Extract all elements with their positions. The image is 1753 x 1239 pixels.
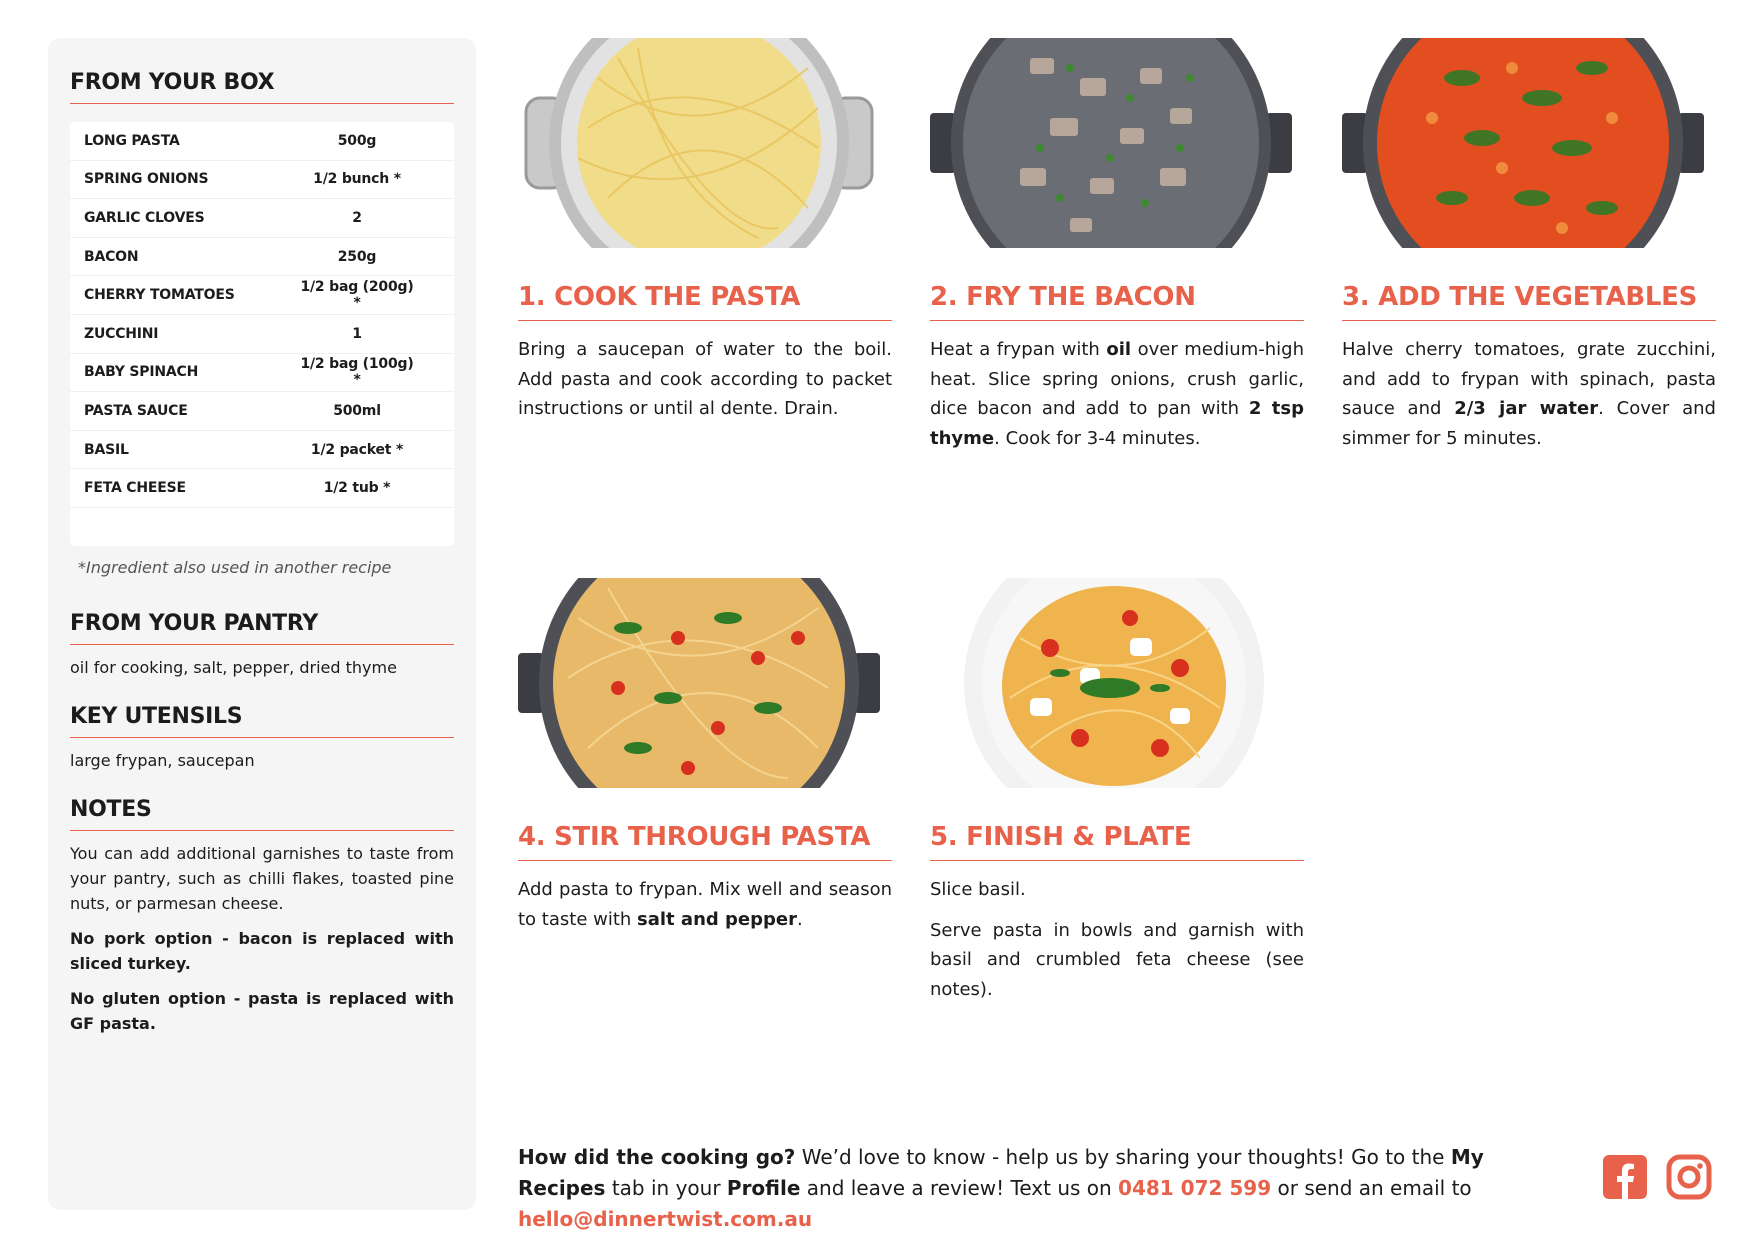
ingredient-name: CHERRY TOMATOES — [84, 287, 235, 304]
step-text-segment: . — [797, 908, 803, 930]
facebook-icon[interactable] — [1602, 1154, 1648, 1200]
ingredient-name: GARLIC CLOVES — [84, 209, 205, 226]
feedback-question: How did the cooking go? — [518, 1145, 796, 1169]
step-text-segment: . Cook for 3-4 minutes. — [994, 427, 1201, 449]
feedback-text-3: and leave a review! Text us on — [800, 1176, 1119, 1200]
ingredient-row — [70, 161, 454, 200]
step-text-segment: Slice basil. — [930, 879, 1026, 900]
feedback-text-1: We’d love to know - help us by sharing your thoughts! Go to the — [795, 1145, 1451, 1169]
ingredient-qty: 500ml — [333, 402, 381, 419]
ingredient-qty: 1/2 bag (200g) * — [300, 279, 414, 312]
ingredient-row — [70, 315, 454, 354]
step-1-text — [518, 335, 892, 424]
profile-link[interactable]: Profile — [726, 1176, 801, 1200]
step-1-photo — [518, 38, 880, 248]
feedback-text-2: tab in your — [605, 1176, 727, 1200]
ingredient-row — [70, 469, 454, 508]
step-text-segment: over medium-high heat. Slice spring onions, crush garlic, dice bacon and add to pan with — [930, 339, 1304, 419]
ingredient-row — [70, 276, 454, 315]
notes-text: You can add additional garnishes to taste from your pantry, such as chilli flakes, toasted pine nuts, or parmesan cheese. — [70, 843, 454, 913]
step-5-photo — [930, 578, 1292, 788]
no-pork-option: No pork option - bacon is replaced with sliced turkey. — [70, 928, 454, 973]
email-link[interactable]: hello@dinnertwist.com.au — [518, 1207, 813, 1231]
instagram-icon[interactable] — [1666, 1154, 1712, 1200]
step-2 — [930, 38, 1304, 453]
step-3-photo — [1342, 38, 1704, 248]
notes-heading: NOTES — [70, 797, 454, 831]
ingredients-sidebar — [48, 38, 476, 1210]
step-3-text — [1342, 335, 1716, 453]
ingredient-qty: 1/2 bunch * — [313, 171, 401, 188]
step-text-segment: Bring a saucepan of water to the boil. Add pasta and cook according to packet instructions or until al dente. Drain. — [518, 339, 892, 419]
feedback-text-4: or send an email to — [1271, 1176, 1472, 1200]
ingredient-row — [70, 392, 454, 431]
step-4-title: 4. STIR THROUGH PASTA — [518, 822, 892, 861]
my-recipes-link[interactable]: My Recipes — [518, 1145, 1484, 1200]
step-5-title: 5. FINISH & PLATE — [930, 822, 1304, 861]
ingredient-name: BASIL — [84, 441, 129, 458]
utensils-text: large frypan, saucepan — [70, 750, 255, 770]
ingredient-name: SPRING ONIONS — [84, 171, 209, 188]
step-emphasis: 2/3 jar water — [1454, 398, 1599, 419]
step-2-photo — [930, 38, 1292, 248]
step-text-segment: Serve pasta in bowls and garnish with basil and crumbled feta cheese (see notes). — [930, 919, 1304, 1000]
ingredient-row — [70, 199, 454, 238]
ingredient-name: FETA CHEESE — [84, 480, 186, 497]
step-emphasis: 2 tsp thyme — [930, 398, 1304, 449]
pantry-text: oil for cooking, salt, pepper, dried thyme — [70, 657, 397, 677]
step-paragraph — [930, 875, 1304, 905]
step-1 — [518, 38, 892, 424]
ingredient-row — [70, 122, 454, 161]
step-4-text — [518, 875, 892, 934]
utensils-section — [70, 704, 454, 773]
step-2-text — [930, 335, 1304, 453]
key-utensils-heading: KEY UTENSILS — [70, 704, 454, 738]
ingredient-footnote: *Ingredient also used in another recipe — [78, 557, 392, 577]
ingredient-qty: 1 — [352, 325, 362, 342]
ingredient-name: BABY SPINACH — [84, 364, 199, 381]
step-paragraph — [1342, 335, 1716, 453]
notes-section — [70, 797, 454, 1036]
ingredient-row — [70, 431, 454, 470]
ingredient-name: BACON — [84, 248, 139, 265]
from-your-box-heading: FROM YOUR BOX — [70, 70, 454, 104]
step-4 — [518, 578, 892, 934]
phone-link[interactable]: 0481 072 599 — [1118, 1176, 1272, 1200]
ingredient-row — [70, 354, 454, 393]
step-5 — [930, 578, 1304, 1004]
ingredient-qty: 250g — [337, 248, 377, 265]
step-emphasis: oil — [1106, 339, 1132, 360]
step-paragraph — [930, 335, 1304, 453]
ingredient-name: LONG PASTA — [84, 132, 180, 149]
step-text-segment: Add pasta to frypan. Mix well and season to taste with — [518, 879, 892, 930]
from-your-pantry-heading: FROM YOUR PANTRY — [70, 611, 454, 645]
step-5-text — [930, 875, 1304, 1004]
step-paragraph — [518, 875, 892, 934]
step-text-segment: Halve cherry tomatoes, grate zucchini, and add to frypan with spinach, pasta sauce and — [1342, 339, 1716, 419]
feedback-footer — [518, 1142, 1578, 1235]
ingredient-qty: 500g — [337, 132, 377, 149]
ingredient-name: ZUCCHINI — [84, 325, 159, 342]
step-3 — [1342, 38, 1716, 453]
no-gluten-option: No gluten option - pasta is replaced with GF pasta. — [70, 988, 454, 1033]
step-text-segment: Heat a frypan with — [930, 339, 1107, 360]
step-3-title: 3. ADD THE VEGETABLES — [1342, 282, 1716, 321]
ingredient-qty: 2 — [352, 209, 362, 226]
ingredient-qty: 1/2 tub * — [323, 480, 391, 497]
step-1-title: 1. COOK THE PASTA — [518, 282, 892, 321]
step-paragraph — [518, 335, 892, 424]
ingredient-qty: 1/2 bag (100g) * — [300, 356, 414, 389]
pantry-section — [70, 611, 454, 680]
step-emphasis: salt and pepper — [637, 908, 797, 930]
step-2-title: 2. FRY THE BACON — [930, 282, 1304, 321]
ingredient-name: PASTA SAUCE — [84, 402, 188, 419]
ingredient-row — [70, 238, 454, 277]
step-4-photo — [518, 578, 880, 788]
step-text-segment: . Cover and simmer for 5 minutes. — [1342, 398, 1716, 449]
ingredients-table — [70, 122, 454, 546]
ingredient-qty: 1/2 packet * — [310, 441, 404, 458]
step-paragraph — [930, 916, 1304, 1005]
